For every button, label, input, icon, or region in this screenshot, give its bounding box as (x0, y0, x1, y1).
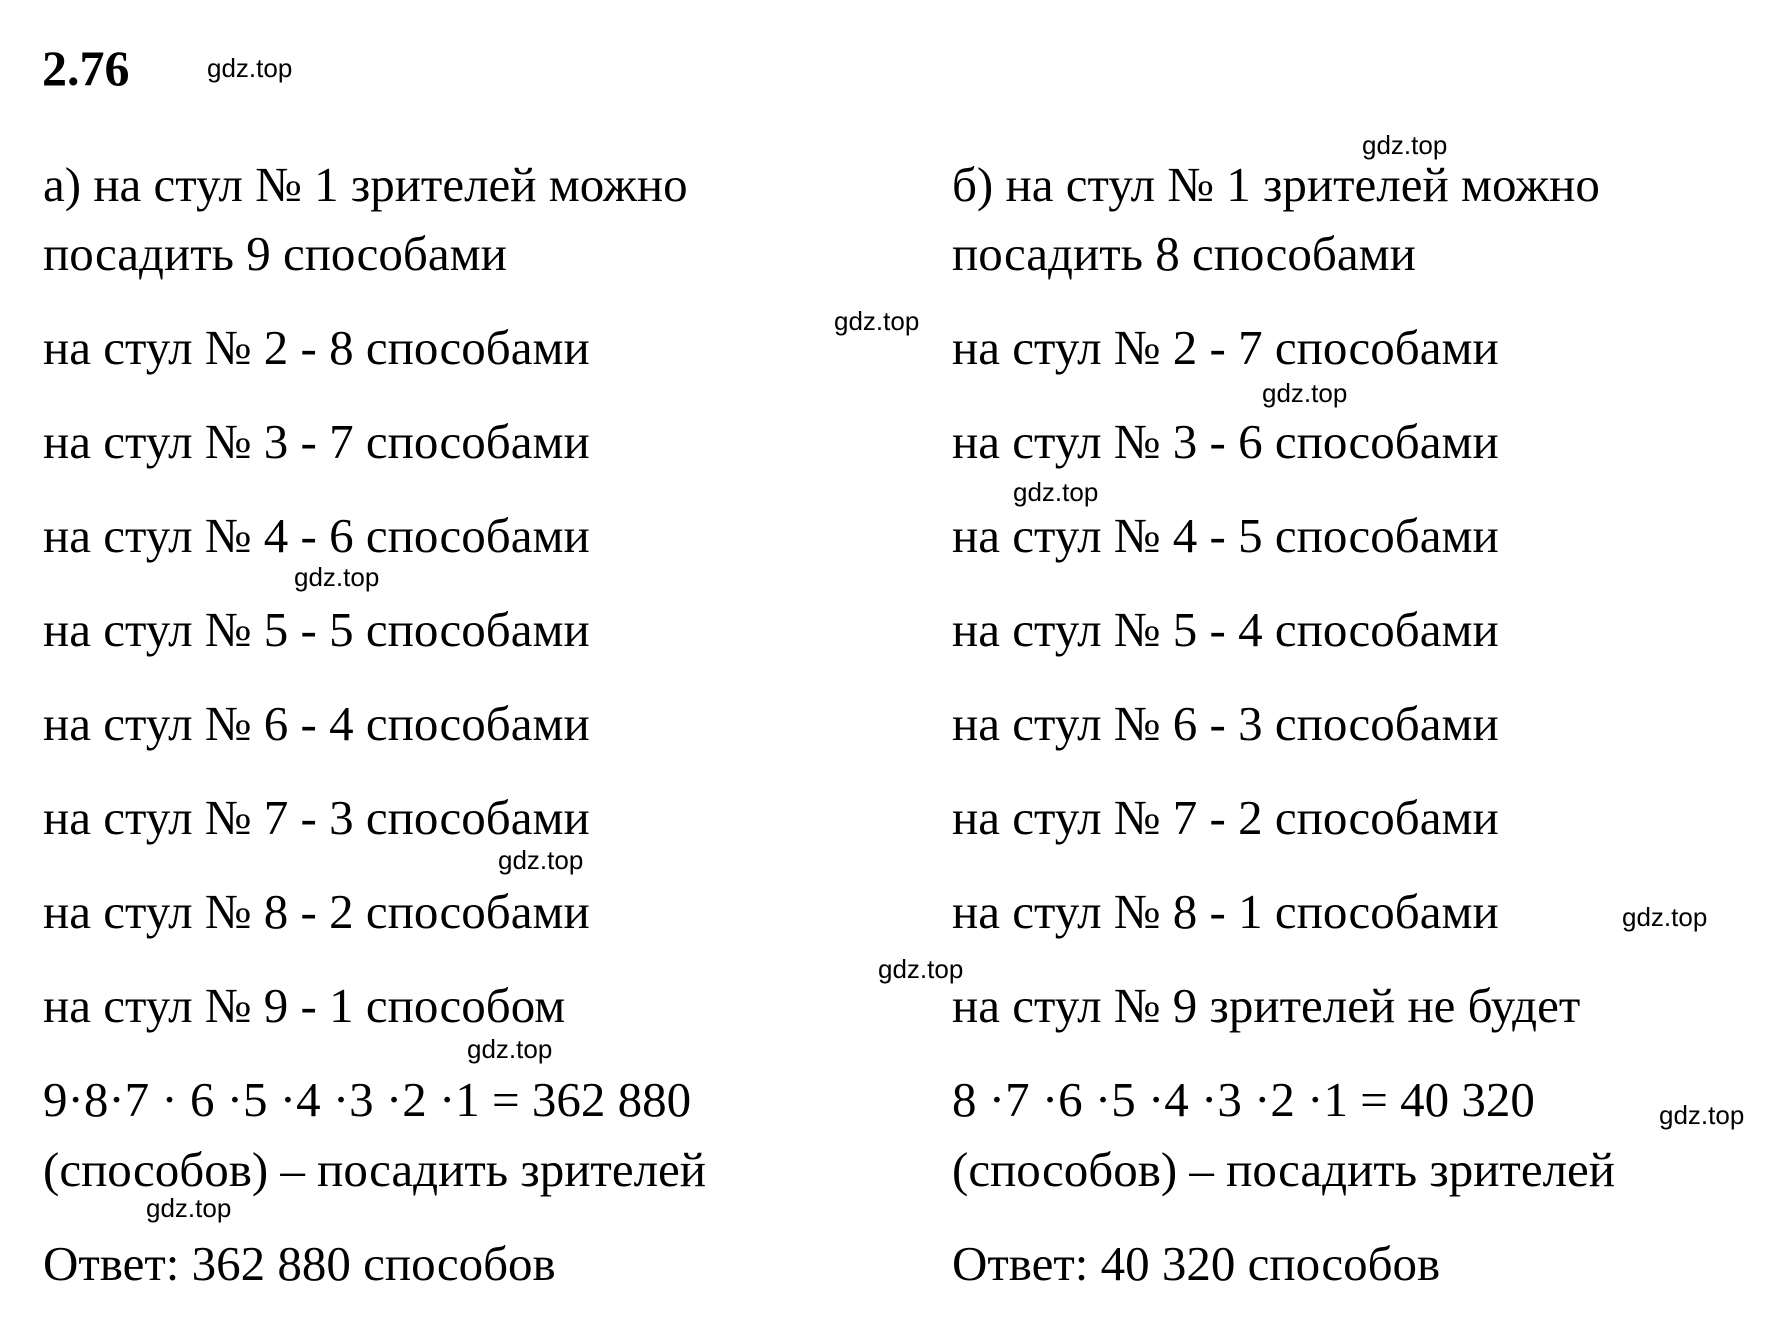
watermark: gdz.top (1262, 378, 1348, 408)
part-a-line: на стул № 6 - 4 способами (43, 696, 590, 751)
watermark: gdz.top (498, 845, 584, 875)
part-b-line: (способов) – посадить зрителей (952, 1142, 1616, 1197)
watermark: gdz.top (878, 954, 964, 984)
part-a-product: 9·8·7 · 6 ·5 ·4 ·3 ·2 ·1 = 362 880 (43, 1072, 692, 1127)
part-b-product: 8 ·7 ·6 ·5 ·4 ·3 ·2 ·1 = 40 320 (952, 1072, 1535, 1127)
part-a-line: на стул № 9 - 1 способом (43, 978, 566, 1033)
watermark: gdz.top (146, 1193, 232, 1223)
watermark: gdz.top (1362, 130, 1448, 160)
watermark: gdz.top (467, 1034, 553, 1064)
part-b-line: на стул № 5 - 4 способами (952, 602, 1499, 657)
part-a-answer: Ответ: 362 880 способов (43, 1236, 556, 1291)
part-b-line: на стул № 4 - 5 способами (952, 508, 1499, 563)
part-b-answer: Ответ: 40 320 способов (952, 1236, 1441, 1291)
task-number: 2.76 (42, 40, 130, 96)
watermark: gdz.top (834, 306, 920, 336)
part-a-line: а) на стул № 1 зрителей можно (43, 157, 688, 212)
watermark: gdz.top (207, 53, 293, 83)
watermark: gdz.top (1013, 477, 1099, 507)
part-b-line: на стул № 2 - 7 способами (952, 320, 1499, 375)
part-a-line: на стул № 5 - 5 способами (43, 602, 590, 657)
part-b-line: на стул № 8 - 1 способами (952, 884, 1499, 939)
part-b-line: на стул № 6 - 3 способами (952, 696, 1499, 751)
part-a-line: на стул № 7 - 3 способами (43, 790, 590, 845)
part-b-line: на стул № 9 зрителей не будет (952, 978, 1581, 1033)
watermark: gdz.top (1622, 902, 1708, 932)
watermark: gdz.top (1659, 1100, 1745, 1130)
part-b-line: б) на стул № 1 зрителей можно (952, 157, 1600, 212)
part-a-line: на стул № 8 - 2 способами (43, 884, 590, 939)
part-a-line: на стул № 4 - 6 способами (43, 508, 590, 563)
watermark: gdz.top (294, 562, 380, 592)
part-b-line: на стул № 3 - 6 способами (952, 414, 1499, 469)
part-a-line: на стул № 3 - 7 способами (43, 414, 590, 469)
part-a-line: (способов) – посадить зрителей (43, 1142, 707, 1197)
part-b-line: на стул № 7 - 2 способами (952, 790, 1499, 845)
part-b-line: посадить 8 способами (952, 226, 1416, 281)
part-a-line: на стул № 2 - 8 способами (43, 320, 590, 375)
part-a-line: посадить 9 способами (43, 226, 507, 281)
